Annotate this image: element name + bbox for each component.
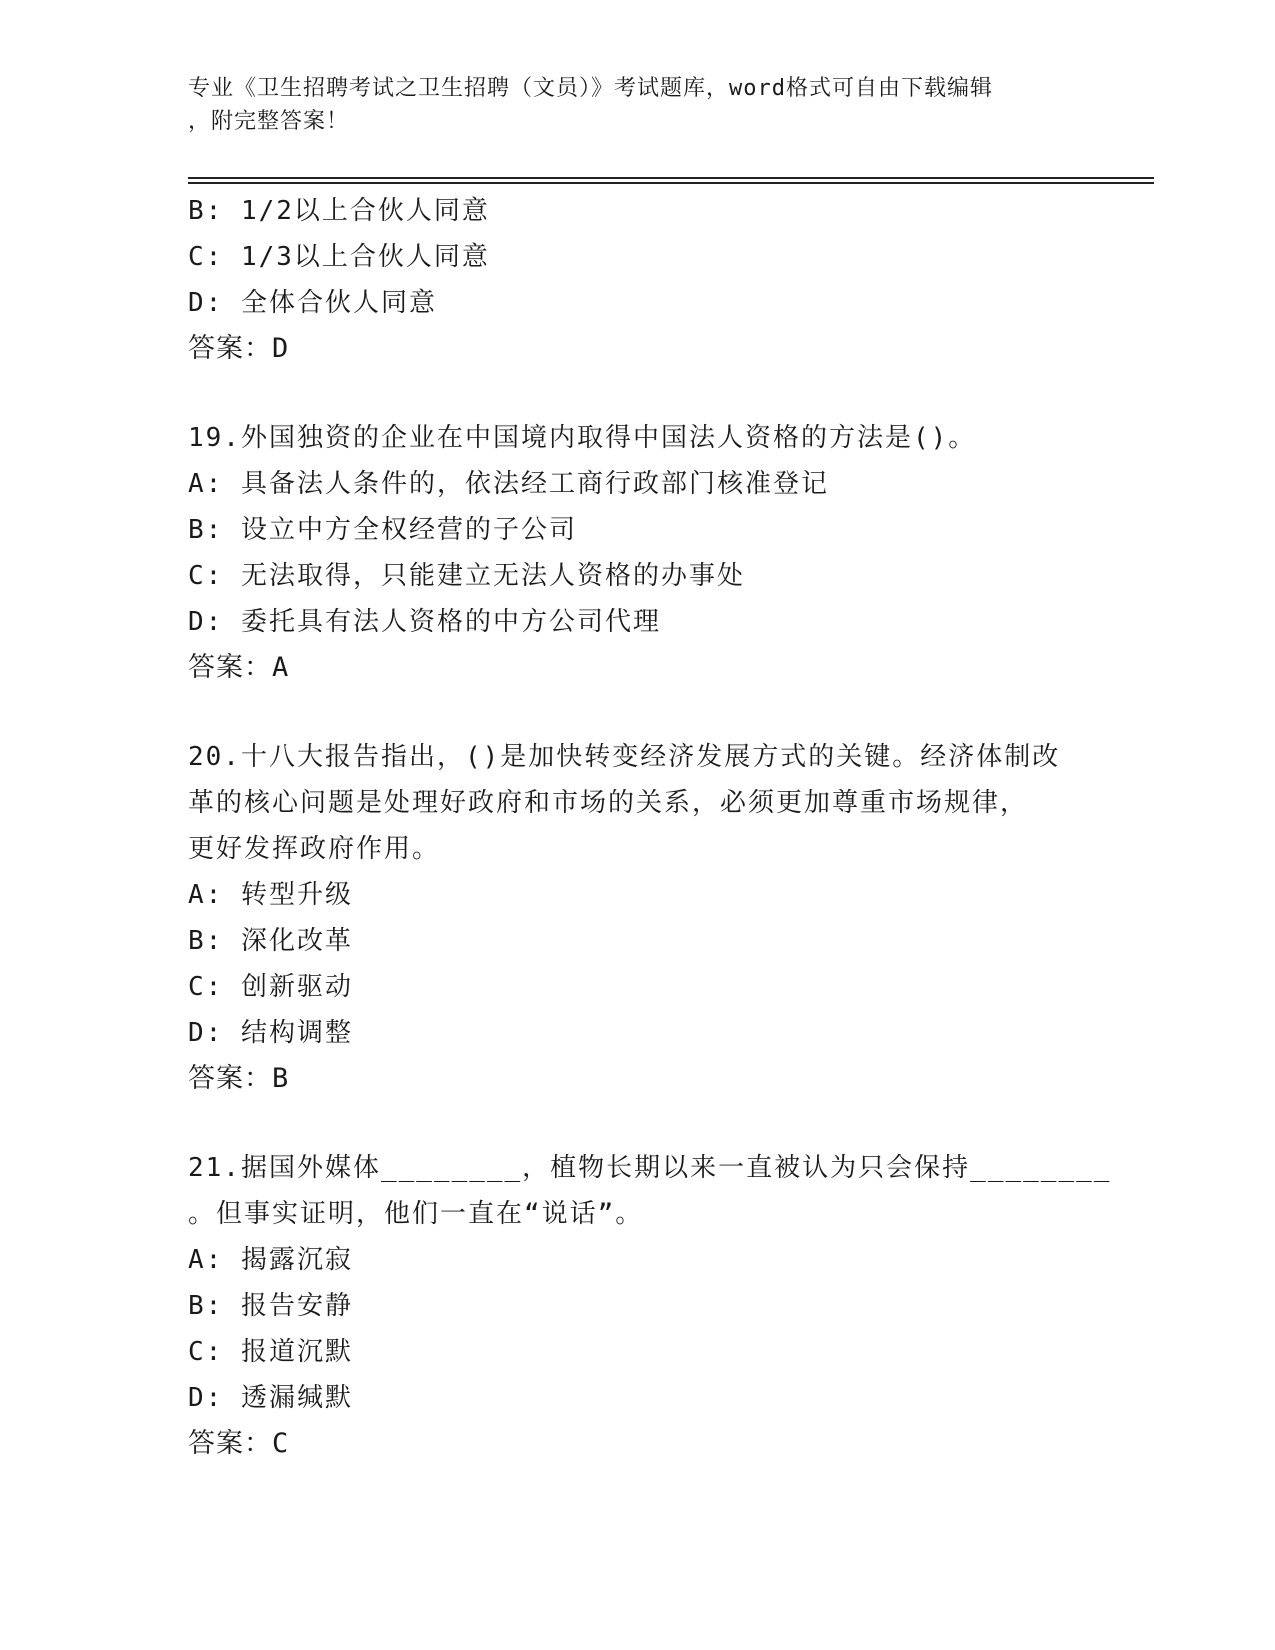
question-20 <box>188 734 1088 1102</box>
option-c: C: 创新驱动 <box>188 972 353 1002</box>
option-b: B: 深化改革 <box>188 926 353 956</box>
header-title-line-1: 专业《卫生招聘考试之卫生招聘（文员）》考试题库，word格式可自由下载编辑 <box>188 76 993 101</box>
question-stem-line-3: 更好发挥政府作用。 <box>188 834 441 864</box>
option-c: C: 无法取得，只能建立无法人资格的办事处 <box>188 561 745 591</box>
option-b: B: 1/2以上合伙人同意 <box>188 196 490 226</box>
answer-label: 答案： <box>188 1063 272 1094</box>
answer-value: A <box>272 652 291 683</box>
answer-line <box>188 1056 1088 1102</box>
answer-value: D <box>272 333 291 364</box>
option-d: D: 全体合伙人同意 <box>188 288 437 318</box>
option-d: D: 委托具有法人资格的中方公司代理 <box>188 607 661 637</box>
header-divider-top <box>188 177 1154 179</box>
document-header <box>188 72 1068 138</box>
answer-label: 答案： <box>188 333 272 364</box>
answer-value: C <box>272 1428 291 1459</box>
answer-label: 答案： <box>188 1428 272 1459</box>
option-b: B: 设立中方全权经营的子公司 <box>188 515 577 545</box>
question-gap <box>188 1102 1088 1145</box>
question-stem-line-2: 。但事实证明，他们一直在“说话”。 <box>188 1199 644 1229</box>
answer-value: B <box>272 1063 291 1094</box>
option-a: A: 揭露沉寂 <box>188 1245 353 1275</box>
option-a: A: 转型升级 <box>188 880 353 910</box>
question-18-continued <box>188 188 1088 372</box>
question-stem-line-2: 革的核心问题是处理好政府和市场的关系，必须更加尊重市场规律， <box>188 788 1029 818</box>
option-d: D: 透漏缄默 <box>188 1383 353 1413</box>
header-title-line-2: ，附完整答案！ <box>188 109 350 134</box>
option-d: D: 结构调整 <box>188 1018 353 1048</box>
option-b: B: 报告安静 <box>188 1291 353 1321</box>
option-c: C: 1/3以上合伙人同意 <box>188 242 490 272</box>
answer-label: 答案： <box>188 652 272 683</box>
question-gap <box>188 372 1088 415</box>
answer-line <box>188 1421 1088 1467</box>
question-list <box>188 188 1112 1467</box>
answer-line <box>188 326 1088 372</box>
option-a: A: 具备法人条件的，依法经工商行政部门核准登记 <box>188 469 829 499</box>
question-stem-line-1: 20.十八大报告指出，()是加快转变经济发展方式的关键。经济体制改 <box>188 742 1061 772</box>
answer-line <box>188 645 1088 691</box>
option-c: C: 报道沉默 <box>188 1337 353 1367</box>
question-21 <box>188 1145 1112 1467</box>
question-gap <box>188 691 1088 734</box>
header-divider-bottom <box>188 182 1154 184</box>
question-stem-line-1: 21.据国外媒体________，植物长期以来一直被认为只会保持________ <box>188 1153 1112 1183</box>
question-19 <box>188 415 1088 691</box>
question-stem: 19.外国独资的企业在中国境内取得中国法人资格的方法是()。 <box>188 423 977 453</box>
